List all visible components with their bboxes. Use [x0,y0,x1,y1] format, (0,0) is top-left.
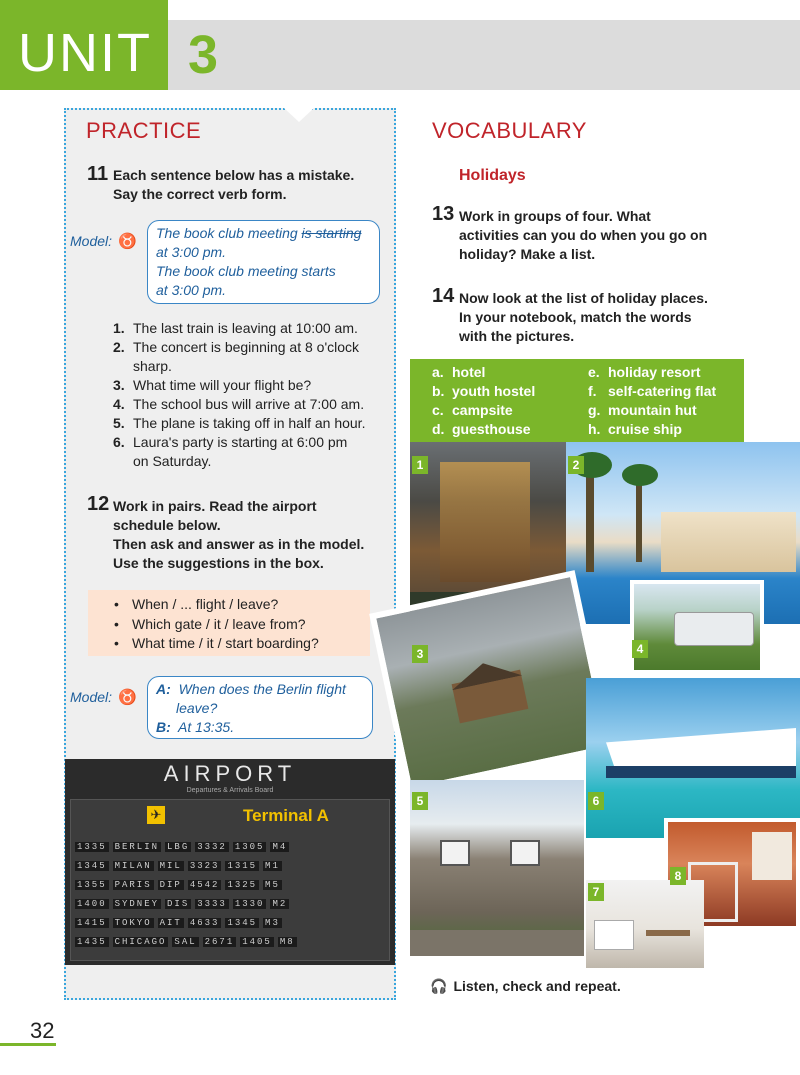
headphones-icon: 🎧 [430,978,448,994]
listen-text: Listen, check and repeat. [453,978,621,994]
word-item: c. campsite [432,402,513,418]
word-item: a. hotel [432,364,486,380]
photo-number-4: 4 [632,640,648,658]
plane-icon: ✈ [147,806,165,824]
board-cell: 1305 [234,842,265,852]
speaker-b-label: B: [156,719,171,735]
board-cell: 3323 [189,861,220,871]
word-item: g. mountain hut [588,402,697,418]
vocabulary-title: VOCABULARY [432,118,587,143]
board-cell: M2 [272,899,288,909]
model-12-a2: leave? [176,700,218,716]
board-cell: DIS [167,899,190,909]
model-box-12 [147,676,373,739]
model-11-l1: The book club meeting [156,225,302,241]
suggestion-item: • What time / it / start boarding? [114,635,319,651]
board-cell: 3332 [197,842,227,852]
board-cell: 2671 [204,937,235,947]
model-box-11 [147,220,380,304]
task-14-number: 14 [432,285,455,307]
speaker-a-label: A: [156,681,171,697]
unit-word: UNIT [18,23,152,83]
board-cell: 1400 [77,899,107,909]
board-cell: M3 [265,918,280,928]
list-item-cont: sharp. [133,358,172,374]
list-item: 3. What time will your flight be? [113,377,312,393]
airport-board [65,759,395,965]
board-cell: 4542 [189,880,220,890]
board-row [75,937,385,951]
list-item: 2. The concert is beginning at 8 o'clock [113,339,360,355]
word-item: d. guesthouse [432,421,531,437]
board-row [75,899,385,913]
board-cell: M4 [272,842,288,852]
model-12-a1: When does the Berlin flight [178,681,346,697]
board-cell: BERLIN [114,842,160,852]
board-cell: 4633 [189,918,220,928]
photo-number-3: 3 [412,645,428,663]
board-subtitle: Departures & Arrivals Board [186,787,274,794]
task-11-number: 11 [87,163,109,185]
model-11-strike: is starting [301,225,362,241]
holidays-subtitle: Holidays [459,167,526,184]
word-item: e. holiday resort [588,364,701,380]
board-cell: 1415 [77,918,107,928]
board-row [75,880,385,894]
word-list-right [588,363,716,439]
terminal-label: Terminal A [243,806,329,825]
photo-campsite [630,580,764,674]
photo-number-7: 7 [588,883,604,901]
board-cell: DIP [159,880,182,890]
photo-mountain-hut [369,570,613,794]
task-11-line2: Say the correct verb form. [113,186,287,202]
model-label-12: Model: [70,689,113,705]
board-cell: M5 [265,880,280,890]
photo-number-6: 6 [588,792,604,810]
model-11-l2: at 3:00 pm. [156,244,227,260]
board-cell: M8 [279,937,295,947]
board-cell: 3333 [197,899,227,909]
board-cell: PARIS [114,880,152,890]
board-cell: LBG [167,842,190,852]
task-12-line3: Then ask and answer as in the model. [113,536,365,552]
suggestion-item: • When / ... flight / leave? [114,596,279,612]
suggestion-item: • Which gate / it / leave from? [114,615,306,632]
task-12-line1: Work in pairs. Read the airport [113,498,317,514]
board-cell: 1345 [227,918,258,928]
board-title: AIRPORT [163,761,297,786]
listen-instruction [430,978,621,995]
board-panel [70,799,390,961]
board-cell: AIT [159,918,182,928]
word-item: b. youth hostel [432,383,536,399]
list-item-cont: on Saturday. [133,453,212,469]
photo-number-1: 1 [412,456,428,474]
unit-label-block [0,0,168,90]
task-13-line1: Work in groups of four. What [459,208,651,224]
panel-notch [284,108,314,122]
model-12-b: At 13:35. [178,719,235,735]
board-row [75,842,385,856]
task-14-instructions [459,289,708,346]
board-cell: SYDNEY [114,899,160,909]
word-item: h. cruise ship [588,421,682,437]
board-cell: CHICAGO [114,937,167,947]
photo-guesthouse [410,780,584,956]
task-12-line4: Use the suggestions in the box. [113,555,324,571]
suggestions-box [88,590,370,656]
page-number-rule [0,1043,56,1046]
board-cell: MIL [159,861,182,871]
task-13-line2: activities can you do when you go on [459,227,708,243]
board-cell: MILAN [114,861,152,871]
unit-number: 3 [188,25,219,85]
list-item: 6. Laura's party is starting at 6:00 pm [113,434,348,450]
task-14-line3: with the pictures. [459,328,575,344]
board-cell: 1315 [227,861,258,871]
task-11-instructions [113,166,354,204]
page-number: 32 [30,1018,55,1043]
board-row [75,918,385,932]
board-cell: 1345 [77,861,107,871]
task-13-instructions [459,207,707,264]
task-12-line2: schedule below. [113,517,221,533]
word-list-left [432,363,535,439]
practice-title: PRACTICE [86,118,202,143]
board-cell: SAL [174,937,197,947]
task-12-instructions [113,497,364,573]
list-item: 4. The school bus will arrive at 7:00 am. [113,396,365,412]
board-cell: 1355 [77,880,107,890]
task-11-line1: Each sentence below has a mistake. [113,167,355,183]
board-cell: 1325 [227,880,258,890]
model-11-l4: at 3:00 pm. [156,282,227,298]
board-row [75,861,385,875]
board-cell: 1405 [242,937,272,947]
model-label-11: Model: [70,233,113,249]
task-13-number: 13 [432,203,455,225]
list-item: 1. The last train is leaving at 10:00 am. [113,320,358,336]
word-item: f. self-catering flat [588,383,717,399]
list-item: 5. The plane is taking off in half an hour. [113,415,366,431]
task-14-line2: In your notebook, match the words [459,309,692,325]
word-list-box [410,359,744,442]
task-14-line1: Now look at the list of holiday places. [459,290,708,306]
board-cell: TOKYO [114,918,152,928]
speech-icon: ♉ [118,689,137,706]
photo-number-5: 5 [412,792,428,810]
photo-cruise-ship [586,678,800,838]
task-12-number: 12 [87,493,110,515]
speech-icon: ♉ [118,233,137,250]
task-11-list [113,319,383,471]
board-cell: 1435 [77,937,107,947]
photo-number-8: 8 [670,867,686,885]
task-13-line3: holiday? Make a list. [459,246,596,262]
board-cell: M1 [265,861,280,871]
board-cell: 1330 [234,899,265,909]
photo-number-2: 2 [568,456,584,474]
model-11-l3: The book club meeting starts [156,263,336,279]
board-cell: 1335 [77,842,107,852]
